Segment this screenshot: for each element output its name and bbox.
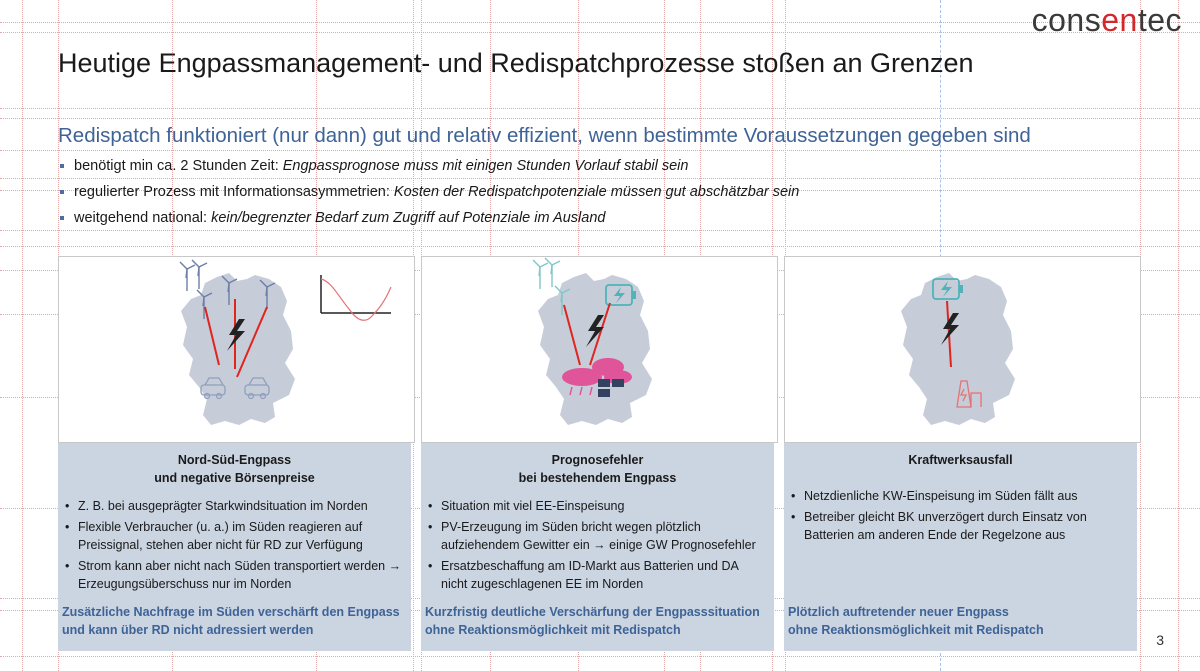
list-item: • Betreiber gleicht BK unverzögert durch Einsatz von Batterien am anderen Ende der Regelzone aus	[784, 508, 1129, 545]
panel-conclusion	[62, 603, 400, 639]
panel-forecast-error	[421, 443, 774, 651]
requirement-item	[58, 156, 799, 182]
requirements-list	[58, 156, 799, 234]
requirement-item	[58, 182, 799, 208]
list-item: • Netzdienliche KW-Einspeisung im Süden fällt aus	[784, 487, 1129, 506]
list-item: • Strom kann aber nicht nach Süden transportiert werden → Erzeugungsüberschuss nur im Norden	[58, 557, 403, 594]
requirement-item	[58, 208, 799, 234]
panel-heading-line: Kraftwerksausfall	[908, 453, 1013, 467]
panel-conclusion-line: Plötzlich auftretender neuer Engpass	[788, 605, 1009, 619]
requirement-detail: kein/begrenzter Bedarf zum Zugriff auf Potenziale im Ausland	[211, 210, 606, 226]
slide-subtitle: Redispatch funktioniert (nur dann) gut und relativ effizient, wenn bestimmte Voraussetzungen gegeben sind	[58, 124, 1031, 147]
logo-text-accent: en	[1101, 2, 1138, 38]
logo-text-1: cons	[1031, 2, 1102, 38]
price-curve-icon	[321, 275, 391, 320]
list-item: • Z. B. bei ausgeprägter Starkwindsituation im Norden	[58, 497, 403, 516]
panel-heading	[421, 451, 774, 487]
panel-heading-line: Prognosefehler	[551, 453, 644, 467]
illustration-forecast-error	[421, 256, 778, 443]
illustration-plant-outage	[784, 256, 1141, 443]
panel-north-south	[58, 443, 411, 651]
requirement-detail: Kosten der Redispatchpotenziale müssen gut abschätzbar sein	[393, 184, 800, 200]
panel-items	[421, 497, 774, 594]
panel-conclusion-line: ohne Reaktionsmöglichkeit mit Redispatch	[425, 623, 681, 637]
panel-heading-line: bei bestehendem Engpass	[518, 471, 677, 485]
requirement-detail: Engpassprognose muss mit einigen Stunden Vorlauf stabil sein	[282, 158, 689, 174]
north-south-diagram	[59, 257, 414, 442]
panel-heading-line: und negative Börsenpreise	[154, 471, 315, 485]
slide-title: Heutige Engpassmanagement- und Redispatchprozesse stoßen an Grenzen	[58, 48, 974, 78]
list-item: • Ersatzbeschaffung am ID-Markt aus Batterien und DA nicht zugeschlagenen EE im Norden	[421, 557, 766, 594]
consentec-logo	[1032, 2, 1182, 39]
panel-plant-outage	[784, 443, 1137, 651]
list-item: • Flexible Verbraucher (u. a.) im Süden reagieren auf Preissignal, stehen aber nicht für RD zur Verfügung	[58, 518, 403, 555]
logo-text-2: tec	[1137, 2, 1182, 38]
requirement-label: weitgehend national:	[74, 210, 212, 226]
page-number: 3	[1156, 632, 1164, 648]
illustration-north-south	[58, 256, 415, 443]
panel-items	[784, 487, 1137, 545]
panel-items	[58, 497, 411, 594]
panel-conclusion	[788, 603, 1044, 639]
list-item: • PV-Erzeugung im Süden bricht wegen plötzlich aufziehendem Gewitter ein → einige GW Prognosefehler	[421, 518, 766, 555]
panel-conclusion-line: und kann über RD nicht adressiert werden	[62, 623, 314, 637]
requirement-label: regulierter Prozess mit Informationsasymmetrien:	[74, 184, 394, 200]
panel-conclusion	[425, 603, 760, 639]
panel-conclusion-line: Kurzfristig deutliche Verschärfung der Engpasssituation	[425, 605, 760, 619]
panel-heading	[58, 451, 411, 487]
panel-heading-line: Nord-Süd-Engpass	[177, 453, 292, 467]
panel-heading	[784, 451, 1137, 469]
requirement-label: benötigt min ca. 2 Stunden Zeit:	[74, 158, 283, 174]
list-item: • Situation mit viel EE-Einspeisung	[421, 497, 766, 516]
forecast-error-diagram	[422, 257, 775, 442]
panel-conclusion-line: Zusätzliche Nachfrage im Süden verschärft den Engpass	[62, 605, 400, 619]
panel-conclusion-line: ohne Reaktionsmöglichkeit mit Redispatch	[788, 623, 1044, 637]
germany-map	[181, 273, 295, 425]
plant-outage-diagram	[785, 257, 1138, 442]
